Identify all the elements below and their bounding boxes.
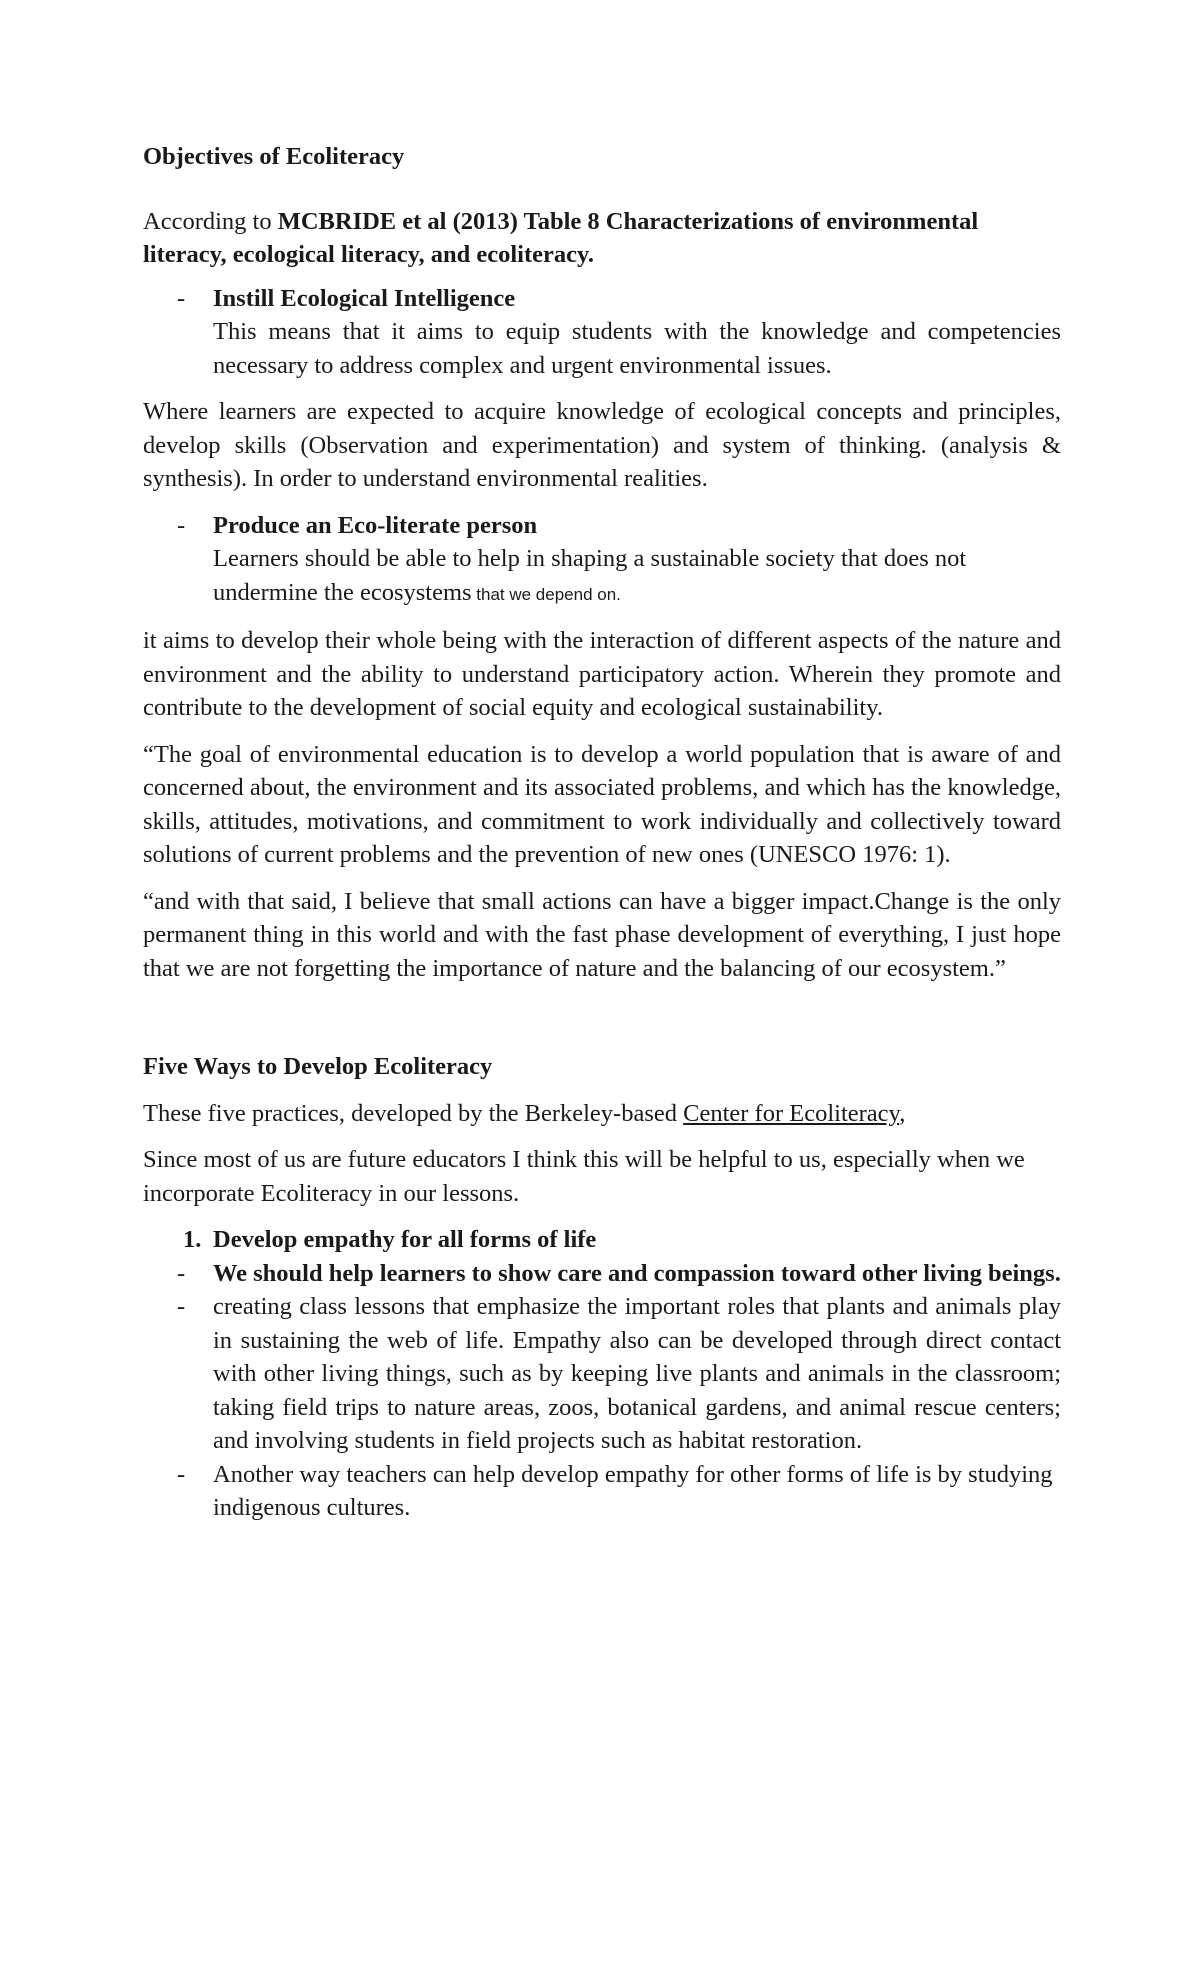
bullet-dash: - xyxy=(177,511,186,539)
bullet-dash: - xyxy=(177,1293,186,1320)
objectives-intro-prefix: According to xyxy=(143,207,278,235)
objective-1-text: This means that it aims to equip students with the knowledge and competencies necessary to address complex and urgent environmental issues. xyxy=(213,318,1061,379)
objective-1-title: Instill Ecological Intelligence xyxy=(213,284,516,312)
bullet-dash: - xyxy=(177,1460,186,1488)
objectives-paragraph-2: it aims to develop their whole being with the interaction of different aspects of the nature and environment and the ability to understand participatory action. Wherein they promote and contribute to the development of social equity and ecological sustainability. xyxy=(143,627,1061,721)
bullet-dash: - xyxy=(177,1259,186,1287)
objective-2-title: Produce an Eco-literate person xyxy=(213,511,538,539)
objective-2-text-main: Learners should be able to help in shaping a sustainable society that does not undermine the ecosystems xyxy=(213,545,967,606)
practice-sub-bullet-1 xyxy=(143,1257,1061,1291)
five-ways-intro-prefix: These five practices, developed by the Berkeley-based xyxy=(143,1099,684,1127)
document-body xyxy=(143,140,1061,1525)
five-ways-intro-suffix: , xyxy=(899,1099,906,1127)
practice-item-1 xyxy=(143,1223,1061,1257)
author-quote: “and with that said, I believe that small actions can have a bigger impact.Change is the only permanent thing in this world and with the fast phase development of everything, I just hope that we are not forgetting the importance of nature and the balancing of our ecosystem.” xyxy=(143,887,1061,982)
objective-bullet-1 xyxy=(143,282,1061,383)
objectives-heading: Objectives of Ecoliteracy xyxy=(143,143,405,170)
five-ways-intro xyxy=(143,1097,1061,1131)
practice-sub-bullet-2 xyxy=(143,1290,1061,1458)
objectives-paragraph-1: Where learners are expected to acquire knowledge of ecological concepts and principles, develop skills (Observation and experimentation) and system of thinking. (analysis & synthesis). In order to understand environmental realities. xyxy=(143,398,1061,492)
objective-2-text xyxy=(213,542,1061,611)
center-for-ecoliteracy-link[interactable]: Center for Ecoliteracy xyxy=(683,1099,900,1127)
five-ways-paragraph-1: Since most of us are future educators I think this will be helpful to us, especially when we incorporate Ecoliteracy in our lessons. xyxy=(143,1146,1025,1207)
practice-sub-1-text: We should help learners to show care and compassion toward other living beings. xyxy=(213,1259,1061,1287)
practice-sub-3-text: Another way teachers can help develop empathy for other forms of life is by studying indigenous cultures. xyxy=(213,1460,1053,1521)
objective-bullet-2 xyxy=(143,509,1061,612)
objective-2-text-tail: that we depend on. xyxy=(471,584,621,604)
practice-sub-2-text: creating class lessons that emphasize the important roles that plants and animals play in sustaining the web of life. Empathy also can be developed through direct contact with other living things, such as by keeping live plants and animals in the classroom; taking field trips to nature areas, zoos, botanical gardens, and animal rescue centers; and involving students in field projects such as habitat restoration. xyxy=(213,1293,1061,1454)
unesco-quote: “The goal of environmental education is to develop a world population that is aware of and concerned about, the environment and its associated problems, and which has the knowledge, skills, attitudes, motivations, and commitment to work individually and collectively toward solutions of current problems and the prevention of new ones (UNESCO 1976: 1). xyxy=(143,740,1061,868)
practice-1-title: Develop empathy for all forms of life xyxy=(213,1226,597,1253)
bullet-dash: - xyxy=(177,284,186,312)
five-ways-heading: Five Ways to Develop Ecoliteracy xyxy=(143,1053,493,1080)
objectives-intro xyxy=(143,205,1061,272)
practice-sub-bullet-3 xyxy=(143,1458,1061,1525)
list-number: 1. xyxy=(183,1226,202,1253)
objectives-intro-citation: MCBRIDE et al (2013) Table 8 Characterizations of environmental literacy, ecological literacy, and ecoliteracy. xyxy=(143,207,979,268)
